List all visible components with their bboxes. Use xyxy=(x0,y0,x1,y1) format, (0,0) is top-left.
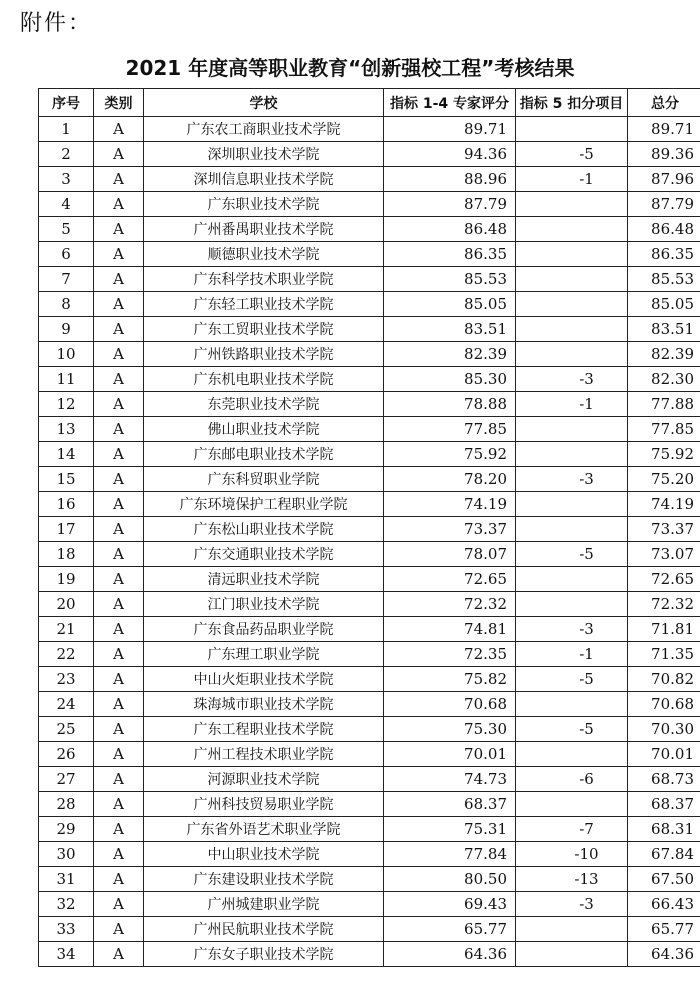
cell-deduction xyxy=(516,417,628,442)
cell-total: 64.36 xyxy=(628,942,700,967)
cell-index: 13 xyxy=(39,417,94,442)
cell-school: 广东工贸职业技术学院 xyxy=(144,317,384,342)
table-row xyxy=(39,892,700,917)
cell-total: 70.68 xyxy=(628,692,700,717)
cell-index: 20 xyxy=(39,592,94,617)
cell-expert-score: 82.39 xyxy=(384,342,516,367)
table-row xyxy=(39,692,700,717)
table-row xyxy=(39,167,700,192)
cell-deduction xyxy=(516,567,628,592)
cell-deduction xyxy=(516,692,628,717)
table-row xyxy=(39,567,700,592)
cell-category: A xyxy=(94,792,144,817)
cell-total: 68.37 xyxy=(628,792,700,817)
cell-expert-score: 72.65 xyxy=(384,567,516,592)
cell-total: 68.31 xyxy=(628,817,700,842)
cell-category: A xyxy=(94,367,144,392)
cell-total: 85.53 xyxy=(628,267,700,292)
cell-school: 深圳信息职业技术学院 xyxy=(144,167,384,192)
cell-index: 18 xyxy=(39,542,94,567)
cell-deduction: -3 xyxy=(516,367,628,392)
table-row xyxy=(39,117,700,142)
cell-expert-score: 74.19 xyxy=(384,492,516,517)
cell-total: 73.37 xyxy=(628,517,700,542)
cell-index: 5 xyxy=(39,217,94,242)
cell-index: 16 xyxy=(39,492,94,517)
cell-expert-score: 85.05 xyxy=(384,292,516,317)
cell-school: 广东松山职业技术学院 xyxy=(144,517,384,542)
cell-deduction: -6 xyxy=(516,767,628,792)
cell-deduction: -3 xyxy=(516,617,628,642)
cell-deduction: -7 xyxy=(516,817,628,842)
table-row xyxy=(39,667,700,692)
cell-total: 86.35 xyxy=(628,242,700,267)
cell-total: 71.81 xyxy=(628,617,700,642)
cell-school: 广东科学技术职业学院 xyxy=(144,267,384,292)
cell-index: 17 xyxy=(39,517,94,542)
cell-school: 广东机电职业技术学院 xyxy=(144,367,384,392)
cell-total: 67.84 xyxy=(628,842,700,867)
cell-school: 广东理工职业学院 xyxy=(144,642,384,667)
cell-deduction: -10 xyxy=(516,842,628,867)
cell-index: 7 xyxy=(39,267,94,292)
cell-school: 广东建设职业技术学院 xyxy=(144,867,384,892)
cell-expert-score: 75.31 xyxy=(384,817,516,842)
cell-index: 27 xyxy=(39,767,94,792)
table-row xyxy=(39,492,700,517)
table-row xyxy=(39,467,700,492)
cell-total: 77.88 xyxy=(628,392,700,417)
cell-deduction: -3 xyxy=(516,467,628,492)
cell-category: A xyxy=(94,517,144,542)
cell-index: 15 xyxy=(39,467,94,492)
cell-school: 广东邮电职业技术学院 xyxy=(144,442,384,467)
cell-expert-score: 74.81 xyxy=(384,617,516,642)
table-row xyxy=(39,842,700,867)
header-school: 学校 xyxy=(144,89,384,117)
cell-school: 广东省外语艺术职业学院 xyxy=(144,817,384,842)
cell-category: A xyxy=(94,592,144,617)
cell-total: 82.30 xyxy=(628,367,700,392)
cell-total: 75.92 xyxy=(628,442,700,467)
cell-category: A xyxy=(94,767,144,792)
cell-index: 28 xyxy=(39,792,94,817)
cell-expert-score: 69.43 xyxy=(384,892,516,917)
cell-category: A xyxy=(94,492,144,517)
table-row xyxy=(39,292,700,317)
cell-total: 89.36 xyxy=(628,142,700,167)
cell-deduction xyxy=(516,517,628,542)
cell-expert-score: 75.82 xyxy=(384,667,516,692)
cell-deduction: -5 xyxy=(516,717,628,742)
cell-index: 29 xyxy=(39,817,94,842)
table-row xyxy=(39,542,700,567)
cell-expert-score: 77.84 xyxy=(384,842,516,867)
cell-index: 6 xyxy=(39,242,94,267)
cell-school: 广东科贸职业学院 xyxy=(144,467,384,492)
cell-index: 25 xyxy=(39,717,94,742)
cell-total: 89.71 xyxy=(628,117,700,142)
cell-total: 71.35 xyxy=(628,642,700,667)
cell-total: 82.39 xyxy=(628,342,700,367)
cell-category: A xyxy=(94,842,144,867)
cell-total: 70.82 xyxy=(628,667,700,692)
cell-deduction xyxy=(516,942,628,967)
cell-total: 67.50 xyxy=(628,867,700,892)
cell-total: 72.65 xyxy=(628,567,700,592)
cell-expert-score: 78.07 xyxy=(384,542,516,567)
table-row xyxy=(39,592,700,617)
cell-deduction: -5 xyxy=(516,667,628,692)
header-deduction: 指标 5 扣分项目 xyxy=(516,89,628,117)
cell-deduction xyxy=(516,317,628,342)
cell-expert-score: 80.50 xyxy=(384,867,516,892)
table-row xyxy=(39,867,700,892)
cell-school: 广州城建职业学院 xyxy=(144,892,384,917)
header-index: 序号 xyxy=(39,89,94,117)
cell-deduction: -5 xyxy=(516,542,628,567)
table-body xyxy=(39,117,700,967)
cell-expert-score: 85.53 xyxy=(384,267,516,292)
table-row xyxy=(39,617,700,642)
cell-category: A xyxy=(94,617,144,642)
cell-school: 广东食品药品职业学院 xyxy=(144,617,384,642)
cell-index: 21 xyxy=(39,617,94,642)
cell-index: 4 xyxy=(39,192,94,217)
cell-school: 广州铁路职业技术学院 xyxy=(144,342,384,367)
cell-category: A xyxy=(94,267,144,292)
cell-total: 65.77 xyxy=(628,917,700,942)
header-total: 总分 xyxy=(628,89,700,117)
results-table xyxy=(38,88,700,967)
cell-deduction: -3 xyxy=(516,892,628,917)
cell-deduction xyxy=(516,492,628,517)
cell-deduction: -5 xyxy=(516,142,628,167)
cell-expert-score: 78.20 xyxy=(384,467,516,492)
table-row xyxy=(39,767,700,792)
cell-total: 73.07 xyxy=(628,542,700,567)
cell-school: 河源职业技术学院 xyxy=(144,767,384,792)
cell-deduction: -1 xyxy=(516,392,628,417)
cell-total: 70.01 xyxy=(628,742,700,767)
cell-deduction xyxy=(516,117,628,142)
cell-expert-score: 75.30 xyxy=(384,717,516,742)
cell-school: 佛山职业技术学院 xyxy=(144,417,384,442)
cell-index: 23 xyxy=(39,667,94,692)
cell-deduction xyxy=(516,342,628,367)
cell-school: 中山职业技术学院 xyxy=(144,842,384,867)
cell-deduction xyxy=(516,792,628,817)
cell-expert-score: 89.71 xyxy=(384,117,516,142)
cell-school: 顺德职业技术学院 xyxy=(144,242,384,267)
cell-expert-score: 73.37 xyxy=(384,517,516,542)
cell-category: A xyxy=(94,917,144,942)
cell-school: 广东工程职业技术学院 xyxy=(144,717,384,742)
cell-school: 中山火炬职业技术学院 xyxy=(144,667,384,692)
cell-index: 30 xyxy=(39,842,94,867)
cell-category: A xyxy=(94,142,144,167)
table-row xyxy=(39,417,700,442)
table-header-row xyxy=(39,89,700,117)
cell-school: 广州民航职业技术学院 xyxy=(144,917,384,942)
table-row xyxy=(39,267,700,292)
cell-total: 83.51 xyxy=(628,317,700,342)
cell-expert-score: 68.37 xyxy=(384,792,516,817)
cell-index: 22 xyxy=(39,642,94,667)
cell-school: 广东农工商职业技术学院 xyxy=(144,117,384,142)
cell-expert-score: 75.92 xyxy=(384,442,516,467)
cell-deduction xyxy=(516,742,628,767)
table-row xyxy=(39,742,700,767)
cell-index: 14 xyxy=(39,442,94,467)
cell-expert-score: 70.01 xyxy=(384,742,516,767)
cell-total: 85.05 xyxy=(628,292,700,317)
cell-category: A xyxy=(94,292,144,317)
cell-school: 珠海城市职业技术学院 xyxy=(144,692,384,717)
cell-school: 江门职业技术学院 xyxy=(144,592,384,617)
table-row xyxy=(39,642,700,667)
cell-index: 34 xyxy=(39,942,94,967)
cell-expert-score: 77.85 xyxy=(384,417,516,442)
cell-index: 3 xyxy=(39,167,94,192)
cell-category: A xyxy=(94,417,144,442)
cell-expert-score: 65.77 xyxy=(384,917,516,942)
cell-expert-score: 78.88 xyxy=(384,392,516,417)
cell-expert-score: 74.73 xyxy=(384,767,516,792)
table-row xyxy=(39,217,700,242)
cell-index: 26 xyxy=(39,742,94,767)
cell-expert-score: 64.36 xyxy=(384,942,516,967)
cell-category: A xyxy=(94,317,144,342)
cell-category: A xyxy=(94,167,144,192)
table-row xyxy=(39,242,700,267)
cell-expert-score: 70.68 xyxy=(384,692,516,717)
cell-category: A xyxy=(94,467,144,492)
cell-category: A xyxy=(94,667,144,692)
cell-school: 广州工程技术职业学院 xyxy=(144,742,384,767)
cell-index: 12 xyxy=(39,392,94,417)
cell-index: 11 xyxy=(39,367,94,392)
cell-category: A xyxy=(94,242,144,267)
header-category: 类别 xyxy=(94,89,144,117)
cell-total: 87.79 xyxy=(628,192,700,217)
cell-expert-score: 85.30 xyxy=(384,367,516,392)
cell-total: 66.43 xyxy=(628,892,700,917)
cell-index: 33 xyxy=(39,917,94,942)
cell-deduction xyxy=(516,192,628,217)
cell-deduction xyxy=(516,242,628,267)
cell-school: 广东职业技术学院 xyxy=(144,192,384,217)
cell-expert-score: 72.32 xyxy=(384,592,516,617)
cell-category: A xyxy=(94,942,144,967)
cell-index: 19 xyxy=(39,567,94,592)
cell-expert-score: 83.51 xyxy=(384,317,516,342)
cell-expert-score: 88.96 xyxy=(384,167,516,192)
cell-category: A xyxy=(94,342,144,367)
cell-category: A xyxy=(94,117,144,142)
cell-deduction xyxy=(516,442,628,467)
table-row xyxy=(39,792,700,817)
cell-index: 24 xyxy=(39,692,94,717)
cell-index: 1 xyxy=(39,117,94,142)
header-expert-score: 指标 1-4 专家评分 xyxy=(384,89,516,117)
cell-expert-score: 87.79 xyxy=(384,192,516,217)
table-row xyxy=(39,342,700,367)
cell-category: A xyxy=(94,892,144,917)
cell-deduction xyxy=(516,592,628,617)
cell-index: 32 xyxy=(39,892,94,917)
cell-index: 31 xyxy=(39,867,94,892)
cell-expert-score: 86.48 xyxy=(384,217,516,242)
cell-school: 广东交通职业技术学院 xyxy=(144,542,384,567)
table-row xyxy=(39,192,700,217)
cell-category: A xyxy=(94,717,144,742)
cell-deduction xyxy=(516,217,628,242)
table-row xyxy=(39,817,700,842)
cell-category: A xyxy=(94,542,144,567)
cell-category: A xyxy=(94,817,144,842)
cell-total: 77.85 xyxy=(628,417,700,442)
cell-deduction xyxy=(516,292,628,317)
cell-total: 75.20 xyxy=(628,467,700,492)
cell-index: 2 xyxy=(39,142,94,167)
cell-expert-score: 94.36 xyxy=(384,142,516,167)
table-row xyxy=(39,367,700,392)
cell-total: 86.48 xyxy=(628,217,700,242)
table-row xyxy=(39,942,700,967)
cell-school: 广东轻工职业技术学院 xyxy=(144,292,384,317)
cell-deduction xyxy=(516,267,628,292)
table-row xyxy=(39,392,700,417)
cell-index: 9 xyxy=(39,317,94,342)
cell-total: 87.96 xyxy=(628,167,700,192)
cell-total: 70.30 xyxy=(628,717,700,742)
cell-school: 广州科技贸易职业学院 xyxy=(144,792,384,817)
cell-category: A xyxy=(94,392,144,417)
cell-school: 广州番禺职业技术学院 xyxy=(144,217,384,242)
cell-school: 广东女子职业技术学院 xyxy=(144,942,384,967)
cell-category: A xyxy=(94,442,144,467)
cell-deduction: -13 xyxy=(516,867,628,892)
cell-category: A xyxy=(94,192,144,217)
attachment-label: 附件： xyxy=(20,11,93,36)
cell-category: A xyxy=(94,692,144,717)
cell-deduction: -1 xyxy=(516,167,628,192)
cell-category: A xyxy=(94,867,144,892)
cell-category: A xyxy=(94,217,144,242)
cell-total: 72.32 xyxy=(628,592,700,617)
cell-category: A xyxy=(94,642,144,667)
cell-school: 深圳职业技术学院 xyxy=(144,142,384,167)
table-row xyxy=(39,717,700,742)
cell-school: 广东环境保护工程职业学院 xyxy=(144,492,384,517)
cell-deduction: -1 xyxy=(516,642,628,667)
cell-index: 8 xyxy=(39,292,94,317)
cell-category: A xyxy=(94,567,144,592)
cell-expert-score: 86.35 xyxy=(384,242,516,267)
cell-school: 清远职业技术学院 xyxy=(144,567,384,592)
table-row xyxy=(39,917,700,942)
table-row xyxy=(39,442,700,467)
cell-category: A xyxy=(94,742,144,767)
table-row xyxy=(39,517,700,542)
cell-deduction xyxy=(516,917,628,942)
table-row xyxy=(39,317,700,342)
cell-total: 68.73 xyxy=(628,767,700,792)
document-title: 2021 年度高等职业教育“创新强校工程”考核结果 xyxy=(125,56,575,80)
cell-school: 东莞职业技术学院 xyxy=(144,392,384,417)
table-row xyxy=(39,142,700,167)
cell-expert-score: 72.35 xyxy=(384,642,516,667)
cell-index: 10 xyxy=(39,342,94,367)
cell-total: 74.19 xyxy=(628,492,700,517)
